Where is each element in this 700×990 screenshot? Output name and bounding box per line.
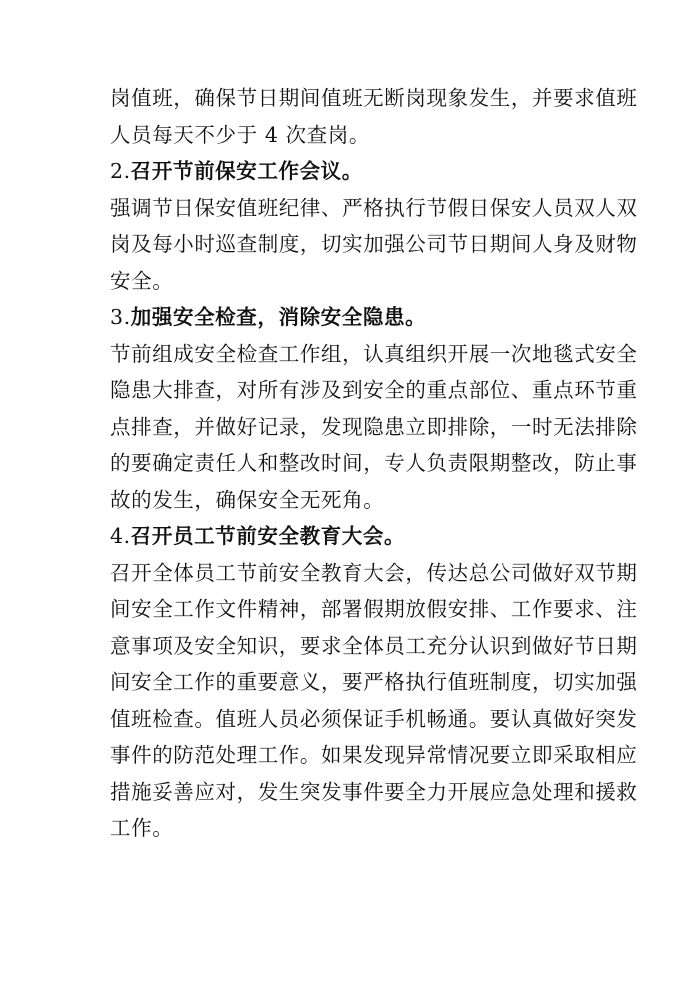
text-line: 间安全工作的重要意义，要严格执行值班制度，切实加强 <box>110 670 638 694</box>
text-line: 人员每天不少于 4 次查岗。 <box>110 122 370 147</box>
text-line: 工作。 <box>110 816 174 840</box>
text-line: 岗及每小时巡查制度，切实加强公司节日期间人身及财物 <box>110 232 638 256</box>
section-2 <box>110 153 638 299</box>
text-line: 意事项及安全知识，要求全体员工充分认识到做好节日期 <box>110 633 638 658</box>
text-line: 强调节日保安值班纪律、严格执行节假日保安人员双人双 <box>110 195 638 220</box>
text-line: 事件的防范处理工作。如果发现异常情况要立即采取相应 <box>110 743 638 767</box>
text-line: 岗值班，确保节日期间值班无断岗现象发生，并要求值班 <box>110 86 638 110</box>
text-line: 值班检查。值班人员必须保证手机畅通。要认真做好突发 <box>110 706 638 731</box>
document-page <box>110 80 638 847</box>
section-3 <box>110 299 638 518</box>
section-heading <box>110 153 600 190</box>
intro-paragraph <box>110 80 638 153</box>
text-line: 措施妥善应对，发生突发事件要全力开展应急处理和援救 <box>110 779 638 804</box>
text-line: 间安全工作文件精神，部署假期放假安排、工作要求、注 <box>110 597 638 621</box>
text-line: 安全。 <box>110 268 174 293</box>
section-title: 召开节前保安工作会议。 <box>130 159 363 183</box>
section-number: 2. <box>110 159 131 183</box>
text-line: 的要确定责任人和整改时间，专人负责限期整改，防止事 <box>110 451 638 475</box>
section-number: 3. <box>110 305 131 329</box>
section-4 <box>110 518 638 847</box>
text-line: 召开全体员工节前安全教育大会，传达总公司做好双节期 <box>110 560 638 585</box>
text-line: 点排查，并做好记录，发现隐患立即排除，一时无法排除 <box>110 414 638 439</box>
section-title: 加强安全检查，消除安全隐患。 <box>130 305 427 329</box>
section-title: 召开员工节前安全教育大会。 <box>130 524 406 548</box>
section-heading <box>110 299 600 336</box>
section-heading <box>110 518 600 555</box>
text-line: 节前组成安全检查工作组，认真组织开展一次地毯式安全 <box>110 341 638 366</box>
text-line: 故的发生，确保安全无死角。 <box>110 487 385 512</box>
text-line: 隐患大排查，对所有涉及到安全的重点部位、重点环节重 <box>110 378 638 402</box>
section-number: 4. <box>110 524 131 548</box>
